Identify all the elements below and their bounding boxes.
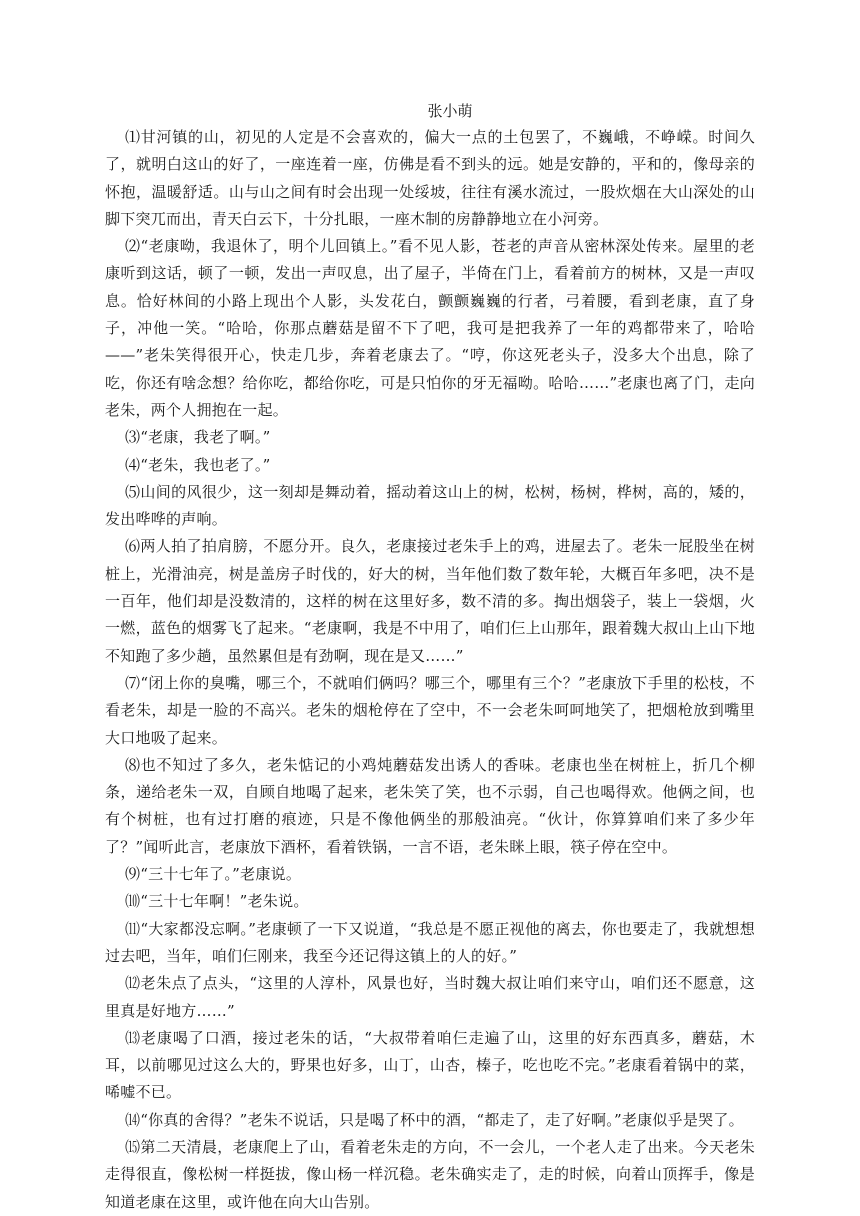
paragraph-14: ⒁“你真的舍得？”老朱不说话，只是喝了杯中的酒，“都走了，走了好啊。”老康似乎是哭了。 xyxy=(125,1110,744,1129)
paragraph-6: ⑹两人拍了拍肩膀，不愿分开。良久，老康接过老朱手上的鸡，进屋去了。老朱一屁股坐在树桩上，光滑油亮，树是盖房子时伐的，好大的树，当年他们数了数年轮，大概百年多吧，决不是一百年，他们却是没数清的，这样的树在这里好多，数不清的多。掏出烟袋子，装上一袋烟，火一燃，蓝色的烟雾飞了起来。“老康啊，我是不中用了，咱们仨上山那年，跟着魏大叔山上山下地不知跑了多少趟，虽然累但是有劲啊，现在是又……” xyxy=(105,537,755,665)
paragraph-7: ⑺“闭上你的臭嘴，哪三个，不就咱们俩吗？哪三个，哪里有三个？”老康放下手里的松枝，不看老朱，却是一脸的不高兴。老朱的烟枪停在了空中，不一会老朱呵呵地笑了，把烟枪放到嘴里大口地吸了起来。 xyxy=(105,673,755,747)
document-page xyxy=(105,100,755,1216)
paragraph-13: ⒀老康喝了口酒，接过老朱的话，“大叔带着咱仨走遍了山，这里的好东西真多，蘑菇，木耳，以前哪见过这么大的，野果也好多，山丁，山杏，榛子，吃也吃不完。”老康看着锅中的菜，唏嘘不已。 xyxy=(105,1028,755,1102)
paragraph-12: ⑿老朱点了点头，“这里的人淳朴，风景也好，当时魏大叔让咱们来守山，咱们还不愿意，这里真是好地方……” xyxy=(105,974,755,1020)
paragraph-8: ⑻也不知过了多久，老朱惦记的小鸡炖蘑菇发出诱人的香味。老康也坐在树桩上，折几个柳条，递给老朱一双，自顾自地喝了起来，老朱笑了笑，也不示弱，自己也喝得欢。他俩之间，也有个树桩，也有过打磨的痕迹，只是不像他俩坐的那般油亮。“伙计，你算算咱们来了多少年了？”闻听此言，老康放下酒杯，看着铁锅，一言不语，老朱眯上眼，筷子停在空中。 xyxy=(105,755,755,856)
paragraph-4: ⑷“老朱，我也老了。” xyxy=(125,455,271,474)
author-name: 张小萌 xyxy=(427,102,473,120)
paragraph-10: ⑽“三十七年啊！”老朱说。 xyxy=(125,892,309,911)
paragraph-11: ⑾“大家都没忘啊。”老康顿了一下又说道，“我总是不愿正视他的离去，你也要走了，我就想想过去吧，当年，咱们仨刚来，我至今还记得这镇上的人的好。” xyxy=(105,919,755,965)
paragraph-3: ⑶“老康，我老了啊。” xyxy=(125,428,271,447)
paragraph-5: ⑸山间的风很少，这一刻却是舞动着，摇动着这山上的树，松树，杨树，桦树，高的，矮的，发出哗哗的声响。 xyxy=(105,482,755,529)
paragraph-1: ⑴甘河镇的山，初见的人定是不会喜欢的，偏大一点的土包罢了，不巍峨，不峥嵘。时间久了，就明白这山的好了，一座连着一座，仿佛是看不到头的远。她是安静的，平和的，像母亲的怀抱，温暖舒适。山与山之间有时会出现一处绥坡，往往有溪水流过，一股炊烟在大山深处的山脚下突兀而出，青天白云下，十分扎眼，一座木制的房静静地立在小河旁。 xyxy=(105,128,755,228)
paragraph-2: ⑵“老康呦，我退休了，明个儿回镇上。”看不见人影，苍老的声音从密林深处传来。屋里的老康听到这话，顿了一顿，发出一声叹息，出了屋子，半倚在门上，看着前方的树林，又是一声叹息。恰好林间的小路上现出个人影，头发花白，颤颤巍巍的行者，弓着腰，看到老康，直了身子，冲他一笑。“哈哈，你那点蘑菇是留不下了吧，我可是把我养了一年的鸡都带来了，哈哈——”老朱笑得很开心，快走几步，奔着老康去了。“哼，你这死老头子，没多大个出息，除了吃，你还有啥念想？给你吃，都给你吃，可是只怕你的牙无福呦。哈哈……”老康也离了门，走向老朱，两个人拥抱在一起。 xyxy=(105,237,755,419)
paragraph-15: ⒂第二天清晨，老康爬上了山，看着老朱走的方向，不一会儿，一个老人走了出来。今天老朱走得很直，像松树一样挺拔，像山杨一样沉稳。老朱确实走了，走的时候，向着山顶挥手，像是知道老康在这里，或许他在向大山告别。 xyxy=(105,1137,755,1211)
paragraph-9: ⑼“三十七年了。”老康说。 xyxy=(125,865,302,884)
